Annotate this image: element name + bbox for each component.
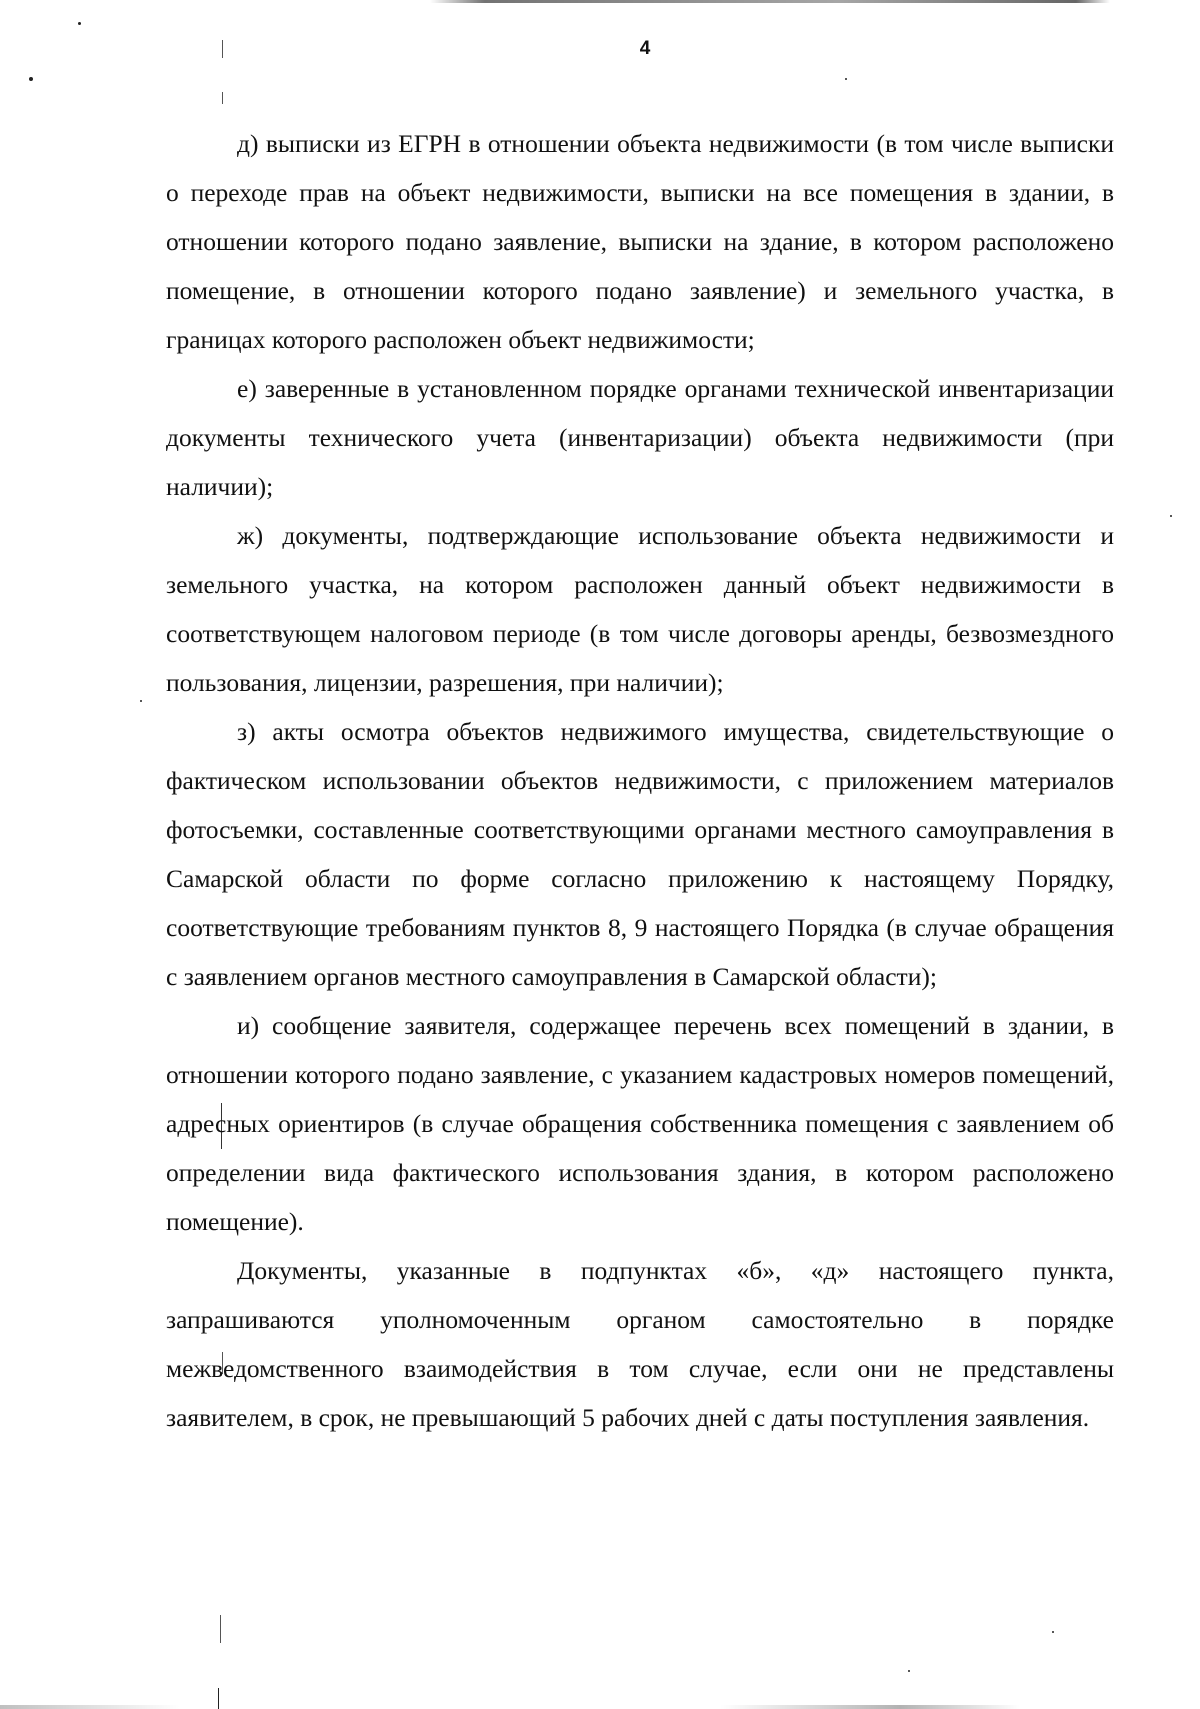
paragraph-documents: Документы, указанные в подпунктах «б», «д» настоящего пункта, запрашиваются уполномоченным органом самостоятельно в порядке межведомственного взаимодействия в том случае, если они не представлены заявителем, в срок, не превышающий 5 рабочих дней с даты поступления заявления. — [166, 1256, 1114, 1432]
scan-speck — [1052, 1631, 1054, 1633]
paragraph-z: з) акты осмотра объектов недвижимого имущества, свидетельствующие о фактическом использовании объектов недвижимости, с приложением материалов фотосъемки, составленные соответствующими органами местного самоуправления в Самарской области по форме согласно приложению к настоящему Порядку, соответствующие требованиям пунктов 8, 9 настоящего Порядка (в случае обращения с заявлением органов местного самоуправления в Самарской области); — [166, 717, 1114, 991]
scan-speck — [29, 77, 33, 81]
scan-margin-mark — [218, 1688, 219, 1709]
page-number: 4 — [639, 38, 651, 59]
scan-edge-bottom — [0, 1705, 1200, 1709]
paragraph-zh: ж) документы, подтверждающие использование объекта недвижимости и земельного участка, на котором расположен данный объект недвижимости в соответствующем налоговом периоде (в том числе договоры аренды, безвозмездного пользования, лицензии, разрешения, при наличии); — [166, 521, 1114, 697]
scan-speck — [1170, 515, 1172, 517]
scan-edge-top — [430, 0, 1110, 3]
paragraph-e: е) заверенные в установленном порядке органами технической инвентаризации документы технического учета (инвентаризации) объекта недвижимости (при наличии); — [166, 374, 1114, 501]
scan-speck — [78, 22, 81, 25]
scan-speck — [140, 700, 142, 702]
scan-speck — [908, 1670, 910, 1672]
scan-margin-mark — [222, 92, 223, 104]
scan-speck — [845, 78, 847, 80]
document-body — [166, 119, 1114, 1442]
paragraph-i: и) сообщение заявителя, содержащее перечень всех помещений в здании, в отношении которого подано заявление, с указанием кадастровых номеров помещений, адресных ориентиров (в случае обращения собственника помещения с заявлением об определении вида фактического использования здания, в котором расположено помещение). — [166, 1011, 1114, 1236]
paragraph-d: д) выписки из ЕГРН в отношении объекта недвижимости (в том числе выписки о переходе прав на объект недвижимости, выписки на все помещения в здании, в отношении которого подано заявление, выписки на здание, в котором расположено помещение, в отношении которого подано заявление) и земельного участка, в границах которого расположен объект недвижимости; — [166, 129, 1114, 354]
scan-margin-mark — [220, 1615, 221, 1643]
